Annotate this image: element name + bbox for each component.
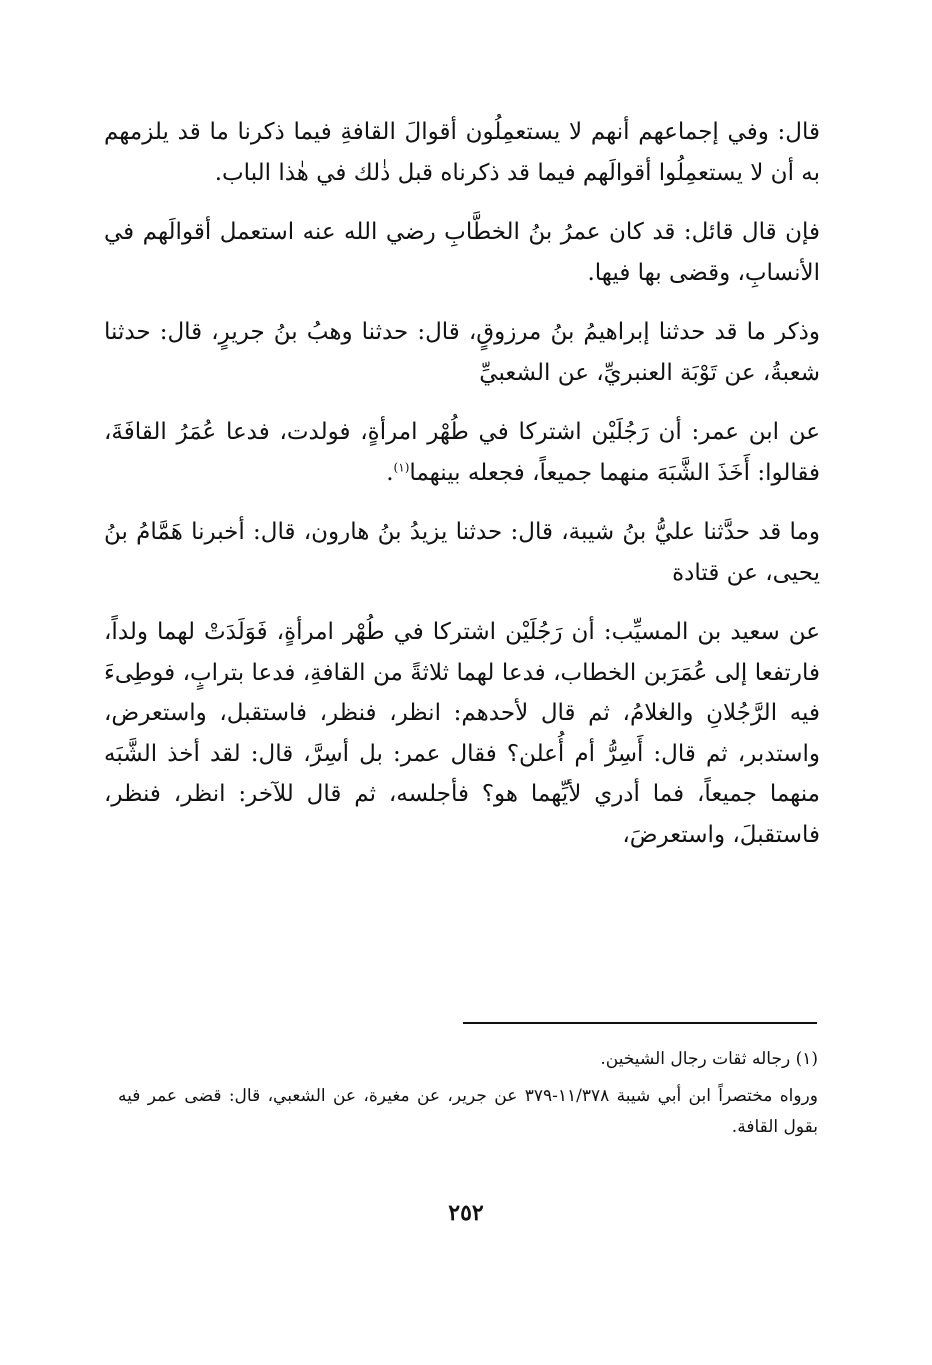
page-number: ٢٥٢ — [448, 1200, 484, 1226]
paragraph-2: فإن قال قائل: قد كان عمرُ بنُ الخطَّابِ رضي الله عنه استعمل أقوالَهم في الأنسابِ، وقضى بها فيها. — [104, 219, 820, 286]
footnote-marker: (١) — [393, 459, 410, 474]
footnote-2: ورواه مختصراً ابن أبي شيبة ١١/٣٧٨-٣٧٩ عن جرير، عن مغيرة، عن الشعبي، قال: قضى عمر فيه بقول القافة. — [118, 1086, 818, 1137]
paragraph-4-text: عن ابن عمر: أن رَجُلَيْن اشتركا في طُهْر امرأةٍ، فولدت، فدعا عُمَرُ القافَةَ، فقالوا: أَخَذَ الشَّبَهَ منهما جميعاً، فجعله بينهما — [104, 419, 820, 486]
paragraph-4: عن ابن عمر: أن رَجُلَيْن اشتركا في طُهْر امرأةٍ، فولدت، فدعا عُمَرُ القافَةَ، فقالوا: أَخَذَ الشَّبَهَ منهما جميعاً، فجعله بينهما$^{(١)}$. — [104, 419, 820, 486]
footnotes — [118, 1044, 818, 1149]
main-text — [104, 112, 820, 874]
paragraph-5: وما قد حدَّثنا عليُّ بنُ شيبة، قال: حدثنا يزيدُ بنُ هارون، قال: أخبرنا هَمَّامُ بنُ يحيى، عن قتادة — [104, 519, 820, 586]
paragraph-6: عن سعيد بن المسيِّب: أن رَجُلَيْن اشتركا في طُهْر امرأةٍ، فَوَلَدَتْ لهما ولداً، فارتفعا إلى عُمَرَبن الخطاب، فدعا لهما ثلاثةً من القافةِ، فدعا بترابٍ، فوطِىءَ فيه الرَّجُلانِ والغلامُ، ثم قال لأحدهم: انظر، فنظر، فاستقبل، واستعرض، واستدبر، ثم قال: أَسِرُّ أم أُعلن؟ فقال عمر: بل أسِرَّ، قال: لقد أخذ الشَّبَه منهما جميعاً، فما أدري لأيِّهما هو؟ فأجلسه، ثم قال للآخر: انظر، فنظر، فاستقبلَ، واستعرضَ، — [104, 619, 820, 848]
paragraph-3: وذكر ما قد حدثنا إبراهيمُ بنُ مرزوقٍ، قال: حدثنا وهبُ بنُ جريرٍ، قال: حدثنا شعبةُ، عن تَوْبَة العنبريِّ، عن الشعبيِّ — [104, 319, 820, 386]
footnote-1: (١) رجاله ثقات رجال الشيخين. — [600, 1049, 818, 1069]
paragraph-1: قال: وفي إجماعهم أنهم لا يستعمِلُون أقوالَ القافةِ فيما ذكرنا ما قد يلزمهم به أن لا يستعمِلُوا أقوالَهم فيما قد ذكرناه قبل ذٰلك في هٰذا الباب. — [104, 119, 820, 186]
footnote-divider — [463, 1022, 817, 1024]
